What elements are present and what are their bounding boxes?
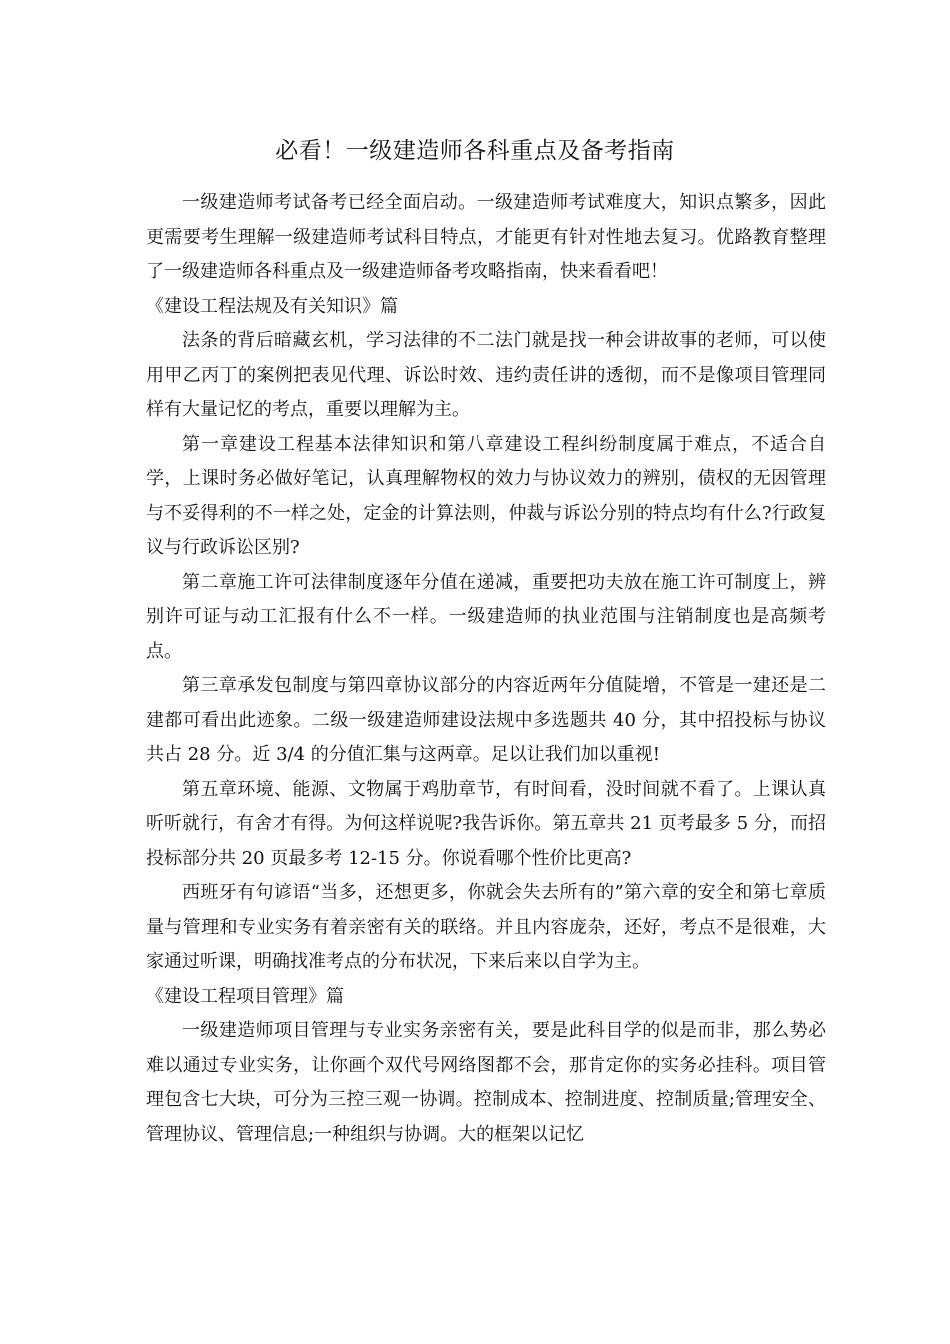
document-body <box>146 186 826 1152</box>
paragraph-chapter-5: 第五章环境、能源、文物属于鸡肋章节，有时间看，没时间就不看了。上课认真听听就行，有舍才有得。为何这样说呢?我告诉你。第五章共 21 页考最多 5 分，而招投标部分共 20 页最多考 12-15 分。你说看哪个性价比更高? <box>146 778 826 869</box>
paragraph-chapter-3-4: 第三章承发包制度与第四章协议部分的内容近两年分值陡增，不管是一建还是二建都可看出此迹象。二级一级建造师建设法规中多选题共 40 分，其中招投标与协议共占 28 分。近 3/4 的分值汇集与这两章。足以让我们加以重视! <box>146 675 826 765</box>
intro-paragraph: 一级建造师考试备考已经全面启动。一级建造师考试难度大，知识点繁多，因此更需要考生理解一级建造师考试科目特点，才能更有针对性地去复习。优路教育整理了一级建造师各科重点及一级建造师备考攻略指南，快来看看吧！ <box>146 192 826 282</box>
paragraph-chapter-1-8: 第一章建设工程基本法律知识和第八章建设工程纠纷制度属于难点，不适合自学，上课时务必做好笔记，认真理解物权的效力与协议效力的辨别，债权的无因管理与不妥得利的不一样之处，定金的计算法则，仲裁与诉讼分别的特点均有什么?行政复议与行政诉讼区别? <box>146 433 826 558</box>
document-title: 必看！一级建造师各科重点及备考指南 <box>275 138 675 164</box>
section-heading-project-management: 《建设工程项目管理》篇 <box>146 985 344 1007</box>
paragraph-law-overview: 法条的背后暗藏玄机，学习法律的不二法门就是找一种会讲故事的老师，可以使用甲乙丙丁的案例把表见代理、诉讼时效、违约责任讲的透彻，而不是像项目管理同样有大量记忆的考点，重要以理解为主。 <box>146 330 826 420</box>
section-heading-law: 《建设工程法规及有关知识》篇 <box>146 295 398 317</box>
paragraph-project-management: 一级建造师项目管理与专业实务亲密有关，要是此科目学的似是而非，那么势必难以通过专业实务，让你画个双代号网络图都不会，那肯定你的实务必挂科。项目管理包含七大块，可分为三控三观一协调。控制成本、控制进度、控制质量;管理安全、管理协议、管理信息;一种组织与协调。大的框架以记忆 <box>146 1020 826 1145</box>
paragraph-chapter-2: 第二章施工许可法律制度逐年分值在递减，重要把功夫放在施工许可制度上，辨别许可证与动工汇报有什么不一样。一级建造师的执业范围与注销制度也是高频考点。 <box>146 571 826 662</box>
paragraph-chapter-6-7: 西班牙有句谚语“当多，还想更多，你就会失去所有的”第六章的安全和第七章质量与管理和专业实务有着亲密有关的联络。并且内容庞杂，还好，考点不是很难，大家通过听课，明确找准考点的分布状况，下来后来以自学为主。 <box>146 882 826 972</box>
